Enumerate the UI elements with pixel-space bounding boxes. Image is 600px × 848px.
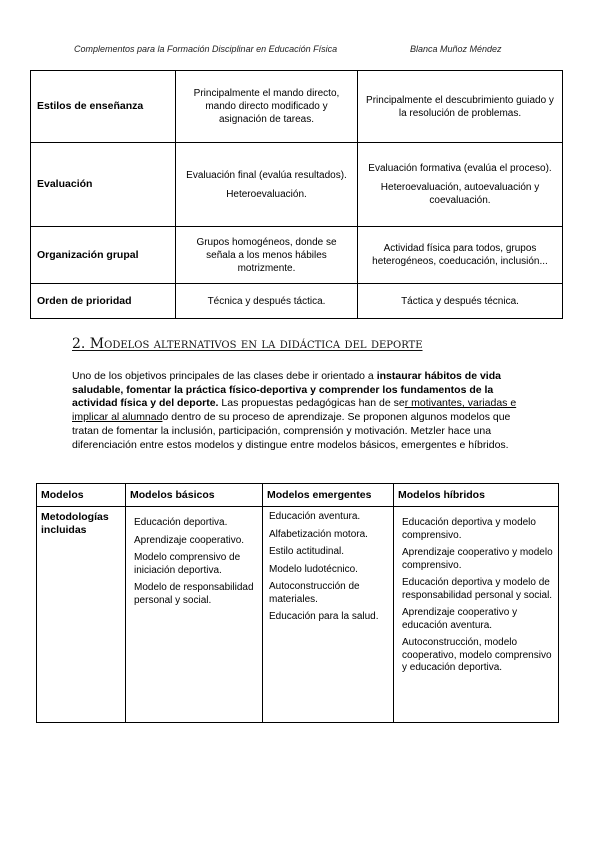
list-item: Educación para la salud. <box>269 611 379 622</box>
row-label: Estilos de enseñanza <box>31 71 176 143</box>
cell-text: Técnica y después táctica. <box>207 295 326 307</box>
paragraph-bold-text: instaurar hábitos de vida saludable, fomentar la práctica físico-deportiva y comprender los fundamentos de la actividad física y del deporte. <box>72 370 501 410</box>
table-row <box>31 143 563 227</box>
models-table <box>36 483 559 723</box>
traditional-cell <box>176 284 358 319</box>
header-course-title: Complementos para la Formación Disciplinar en Educación Física <box>74 44 338 54</box>
alternative-cell <box>358 143 563 227</box>
cell-text: Principalmente el descubrimiento guiado y la resolución de problemas. <box>366 94 554 119</box>
column-header: Modelos <box>37 484 126 507</box>
paragraph-text: o dentro de su proceso de aprendizaje. Se proponen algunos modelos que tratan de fomentar la inclusión, participación, comprensión y motivación. Metzler hace una diferenciación entre estos modelos y distingue entre modelos básicos, emergentes e híbridos. <box>72 411 511 451</box>
alternative-cell <box>358 284 563 319</box>
list-item: Autoconstrucción de materiales. <box>269 581 360 605</box>
row-label: Evaluación <box>31 143 176 227</box>
list-item: Educación aventura. <box>269 511 361 522</box>
traditional-cell <box>176 227 358 284</box>
cell-text: Evaluación formativa (evalúa el proceso). <box>368 163 552 174</box>
paragraph-text: Las propuestas pedagógicas han de se <box>218 397 405 410</box>
list-item: Educación deportiva y modelo comprensivo. <box>402 517 536 541</box>
list-item: Educación deportiva y modelo de responsabilidad personal y social. <box>402 577 553 601</box>
column-header: Modelos híbridos <box>394 484 559 507</box>
traditional-cell <box>176 71 358 143</box>
header-row <box>37 484 559 507</box>
traditional-cell <box>176 143 358 227</box>
list-item: Estilo actitudinal. <box>269 546 345 557</box>
list-item: Aprendizaje cooperativo y modelo comprensivo. <box>402 547 553 571</box>
emergent-models-cell <box>263 507 394 723</box>
paragraph-text: Uno de los objetivos principales de las clases debe ir orientado a <box>72 370 377 382</box>
list-item: Aprendizaje cooperativo y educación aventura. <box>402 607 518 631</box>
table-row <box>37 507 559 723</box>
paragraph-underlined-text: r motivantes, variadas e implicar al alumnad <box>72 397 517 424</box>
cell-text: Táctica y después técnica. <box>401 295 519 307</box>
section-heading: 2. Modelos alternativos en la didáctica del deporte <box>72 336 423 352</box>
basic-models-cell <box>126 507 263 723</box>
column-header: Modelos básicos <box>126 484 263 507</box>
alternative-cell <box>358 227 563 284</box>
table-row <box>31 227 563 284</box>
cell-text: Evaluación final (evalúa resultados). <box>186 169 347 181</box>
cell-text: Actividad física para todos, grupos heterogéneos, coeducación, inclusión... <box>372 243 548 267</box>
table-row <box>31 284 563 319</box>
cell-text: Heteroevaluación, autoevaluación y coevaluación. <box>380 182 540 206</box>
cell-text: Heteroevaluación. <box>226 188 307 200</box>
list-item: Alfabetización motora. <box>269 528 368 540</box>
alternative-cell <box>358 71 563 143</box>
table-row <box>31 71 563 143</box>
cell-text: Grupos homogéneos, donde se señala a los menos hábiles motrizmente. <box>196 236 337 274</box>
list-item: Modelo de responsabilidad personal y social. <box>134 582 254 606</box>
list-item: Modelo comprensivo de iniciación deportiva. <box>134 552 241 576</box>
list-item: Aprendizaje cooperativo. <box>134 534 245 546</box>
hybrid-models-cell <box>394 507 559 723</box>
column-header: Modelos emergentes <box>263 484 394 507</box>
row-label: Orden de prioridad <box>31 284 176 319</box>
list-item: Educación deportiva. <box>134 517 228 528</box>
list-item: Modelo ludotécnico. <box>269 563 358 575</box>
header-author: Blanca Muñoz Méndez <box>410 44 502 54</box>
comparison-table <box>30 70 563 319</box>
cell-text: Principalmente el mando directo, mando directo modificado y asignación de tareas. <box>193 88 340 125</box>
page-header <box>0 44 600 58</box>
body-paragraph <box>72 370 534 452</box>
row-label: Organización grupal <box>31 227 176 284</box>
list-item: Autoconstrucción, modelo cooperativo, modelo comprensivo y educación deportiva. <box>402 637 552 673</box>
row-label: Metodologías incluidas <box>37 507 126 723</box>
